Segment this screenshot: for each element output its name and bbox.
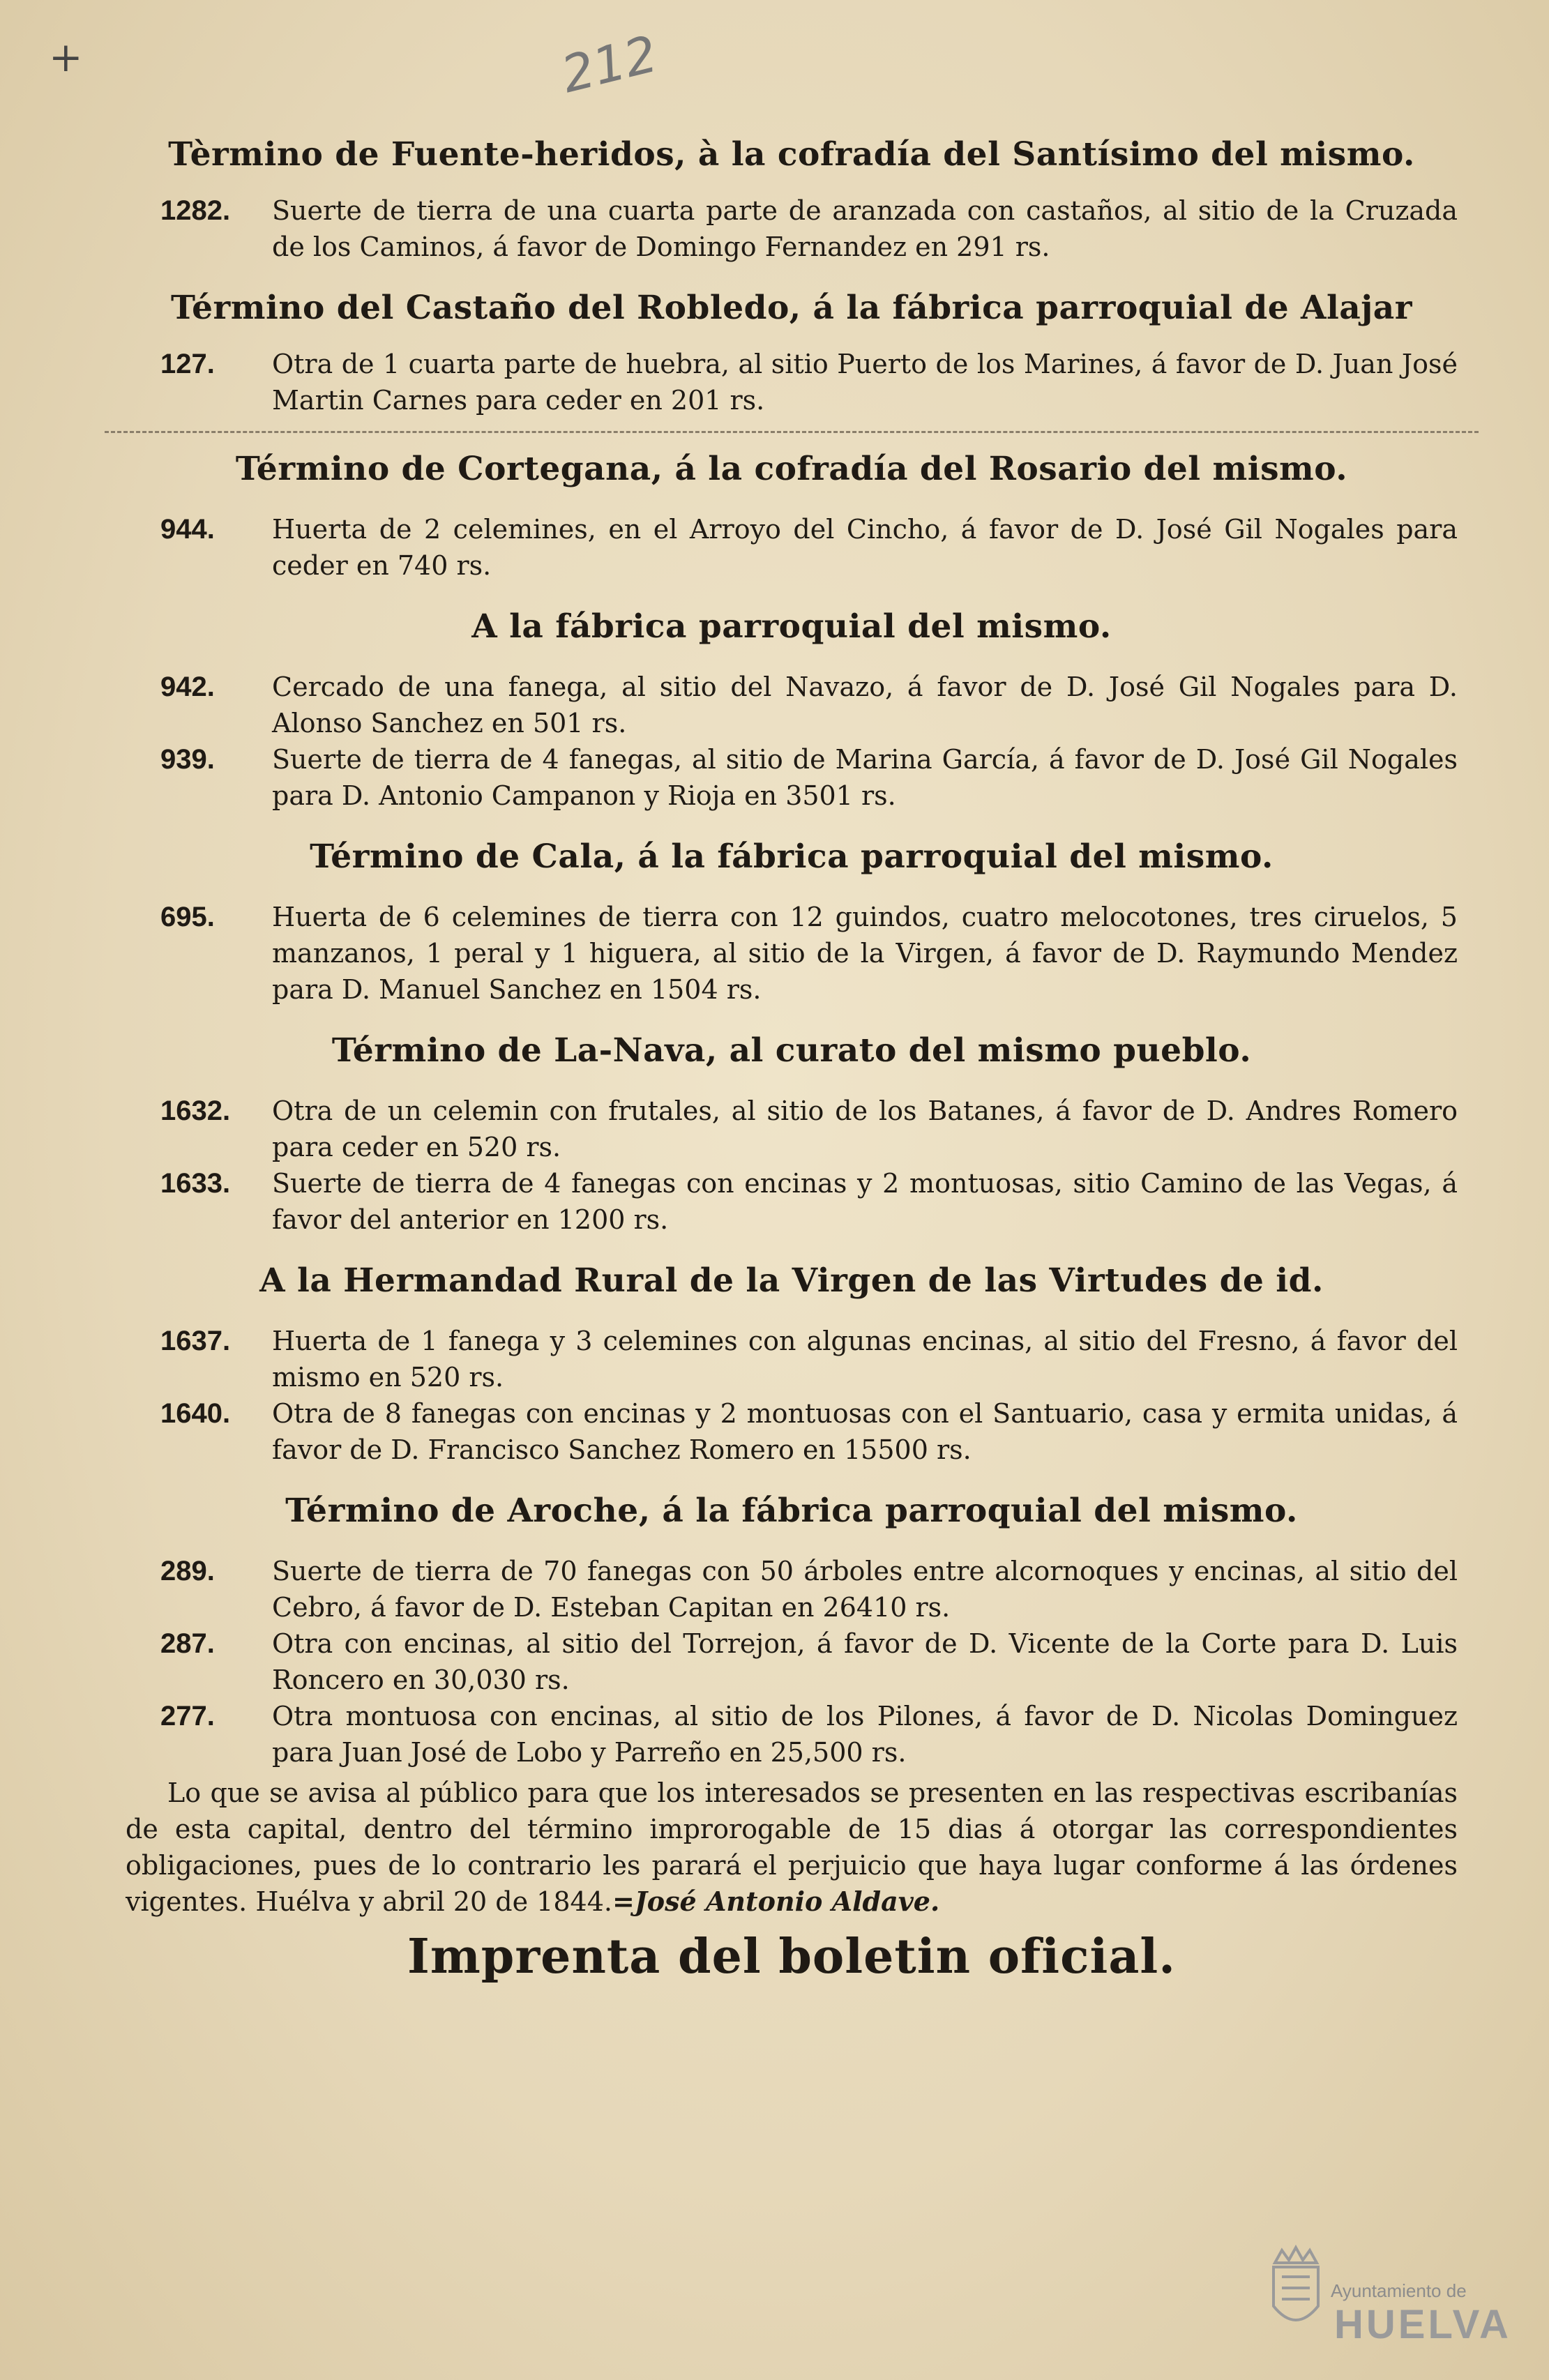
- entry-number: 1640.: [160, 1398, 231, 1429]
- section-heading: Término de Aroche, á la fábrica parroquial del mismo.: [285, 1492, 1298, 1530]
- entry-text: Otra de 8 fanegas con encinas y 2 montuosas con el Santuario, casa y ermita unidas, á favor de D. Francisco Sanchez Romero en 15500 rs.: [272, 1398, 1458, 1465]
- closing-text: Lo que se avisa al público para que los interesados se presenten en las respectivas escribanías de esta capital, dentro del término improrogable de 15 dias á otorgar las correspondientes obligaciones, pues de lo contrario les parará el perjuicio que haya lugar conforme á las órdenes vigentes. Huélva y abril 20 de 1844.: [126, 1778, 1458, 1917]
- entry-text: Cercado de una fanega, al sitio del Navazo, á favor de D. José Gil Nogales para D. Alonso Sanchez en 501 rs.: [272, 672, 1458, 738]
- entry-number: 1633.: [160, 1168, 231, 1199]
- entry: [126, 1395, 1458, 1468]
- entry: [126, 1698, 1458, 1771]
- entry-text: Otra de 1 cuarta parte de huebra, al sitio Puerto de los Marines, á favor de D. Juan José Martin Carnes para ceder en 201 rs.: [272, 349, 1458, 416]
- entry-number: 127.: [160, 349, 215, 379]
- entry-text: Suerte de tierra de 70 fanegas con 50 árboles entre alcornoques y encinas, al sitio del Cebro, á favor de D. Esteban Capitan en 26410 rs.: [272, 1556, 1458, 1623]
- entry-number: 1632.: [160, 1096, 231, 1126]
- entry-number: 939.: [160, 744, 215, 775]
- entry-text: Suerte de tierra de 4 fanegas, al sitio de Marina García, á favor de D. José Gil Nogales para D. Antonio Campanon y Rioja en 3501 rs.: [272, 744, 1458, 811]
- divider: [105, 431, 1479, 433]
- entry-number: 942.: [160, 672, 215, 702]
- folio-number: 212: [555, 24, 663, 105]
- section-heading: Tèrmino de Fuente-heridos, à la cofradía del Santísimo del mismo.: [168, 135, 1415, 174]
- entry: [126, 899, 1458, 1008]
- entry-number: 944.: [160, 514, 215, 545]
- entry-number: 1282.: [160, 195, 231, 226]
- notice-body: [126, 132, 1458, 1988]
- entry: [126, 669, 1458, 741]
- entry-text: Huerta de 6 celemines de tierra con 12 guindos, cuatro melocotones, tres ciruelos, 5 manzanos, 1 peral y 1 higuera, al sitio de la Virgen, á favor de D. Raymundo Mendez para D. Manuel Sanchez en 1504 rs.: [272, 902, 1458, 1005]
- entry: [126, 741, 1458, 814]
- entry-text: Huerta de 1 fanega y 3 celemines con algunas encinas, al sitio del Fresno, á favor del mismo en 520 rs.: [272, 1326, 1458, 1393]
- entry: [126, 1165, 1458, 1238]
- watermark-logo: [1261, 2242, 1512, 2367]
- entry-number: 277.: [160, 1701, 215, 1731]
- entry: [126, 511, 1458, 584]
- section-heading: Término de Cortegana, á la cofradía del Rosario del mismo.: [235, 450, 1348, 488]
- signature: =José Antonio Aldave.: [612, 1886, 940, 1917]
- watermark-name: HUELVA: [1334, 2302, 1511, 2347]
- imprint: Imprenta del boletin oficial.: [407, 1929, 1176, 1985]
- section-heading: Término de Cala, á la fábrica parroquial del mismo.: [310, 837, 1274, 876]
- crest-icon: [1261, 2242, 1331, 2340]
- entry-number: 1637.: [160, 1326, 231, 1356]
- entry-number: 289.: [160, 1556, 215, 1586]
- entry: [126, 1553, 1458, 1625]
- corner-mark: +: [49, 33, 83, 81]
- entry-text: Otra con encinas, al sitio del Torrejon, á favor de D. Vicente de la Corte para D. Luis Roncero en 30,030 rs.: [272, 1628, 1458, 1695]
- entry: [126, 192, 1458, 265]
- entry-text: Suerte de tierra de una cuarta parte de aranzada con castaños, al sitio de la Cruzada de los Caminos, á favor de Domingo Fernandez en 291 rs.: [272, 195, 1458, 262]
- entry-number: 287.: [160, 1628, 215, 1659]
- closing-paragraph: [126, 1775, 1458, 1920]
- section-heading: Término de La-Nava, al curato del mismo pueblo.: [331, 1031, 1252, 1070]
- entry: [126, 1323, 1458, 1395]
- entry-number: 695.: [160, 902, 215, 932]
- entry-text: Huerta de 2 celemines, en el Arroyo del Cincho, á favor de D. José Gil Nogales para ceder en 740 rs.: [272, 514, 1458, 581]
- section-heading: A la fábrica parroquial del mismo.: [471, 607, 1112, 646]
- section-heading: Término del Castaño del Robledo, á la fábrica parroquial de Alajar: [171, 289, 1412, 327]
- section-heading: A la Hermandad Rural de la Virgen de las Virtudes de id.: [259, 1261, 1324, 1300]
- entry-text: Suerte de tierra de 4 fanegas con encinas y 2 montuosas, sitio Camino de las Vegas, á favor del anterior en 1200 rs.: [272, 1168, 1458, 1235]
- entry-text: Otra de un celemin con frutales, al sitio de los Batanes, á favor de D. Andres Romero para ceder en 520 rs.: [272, 1096, 1458, 1162]
- entry: [126, 1093, 1458, 1165]
- entry-text: Otra montuosa con encinas, al sitio de los Pilones, á favor de D. Nicolas Dominguez para Juan José de Lobo y Parreño en 25,500 rs.: [272, 1701, 1458, 1768]
- entry: [126, 346, 1458, 418]
- entry: [126, 1625, 1458, 1698]
- watermark-subtitle: Ayuntamiento de: [1331, 2280, 1467, 2301]
